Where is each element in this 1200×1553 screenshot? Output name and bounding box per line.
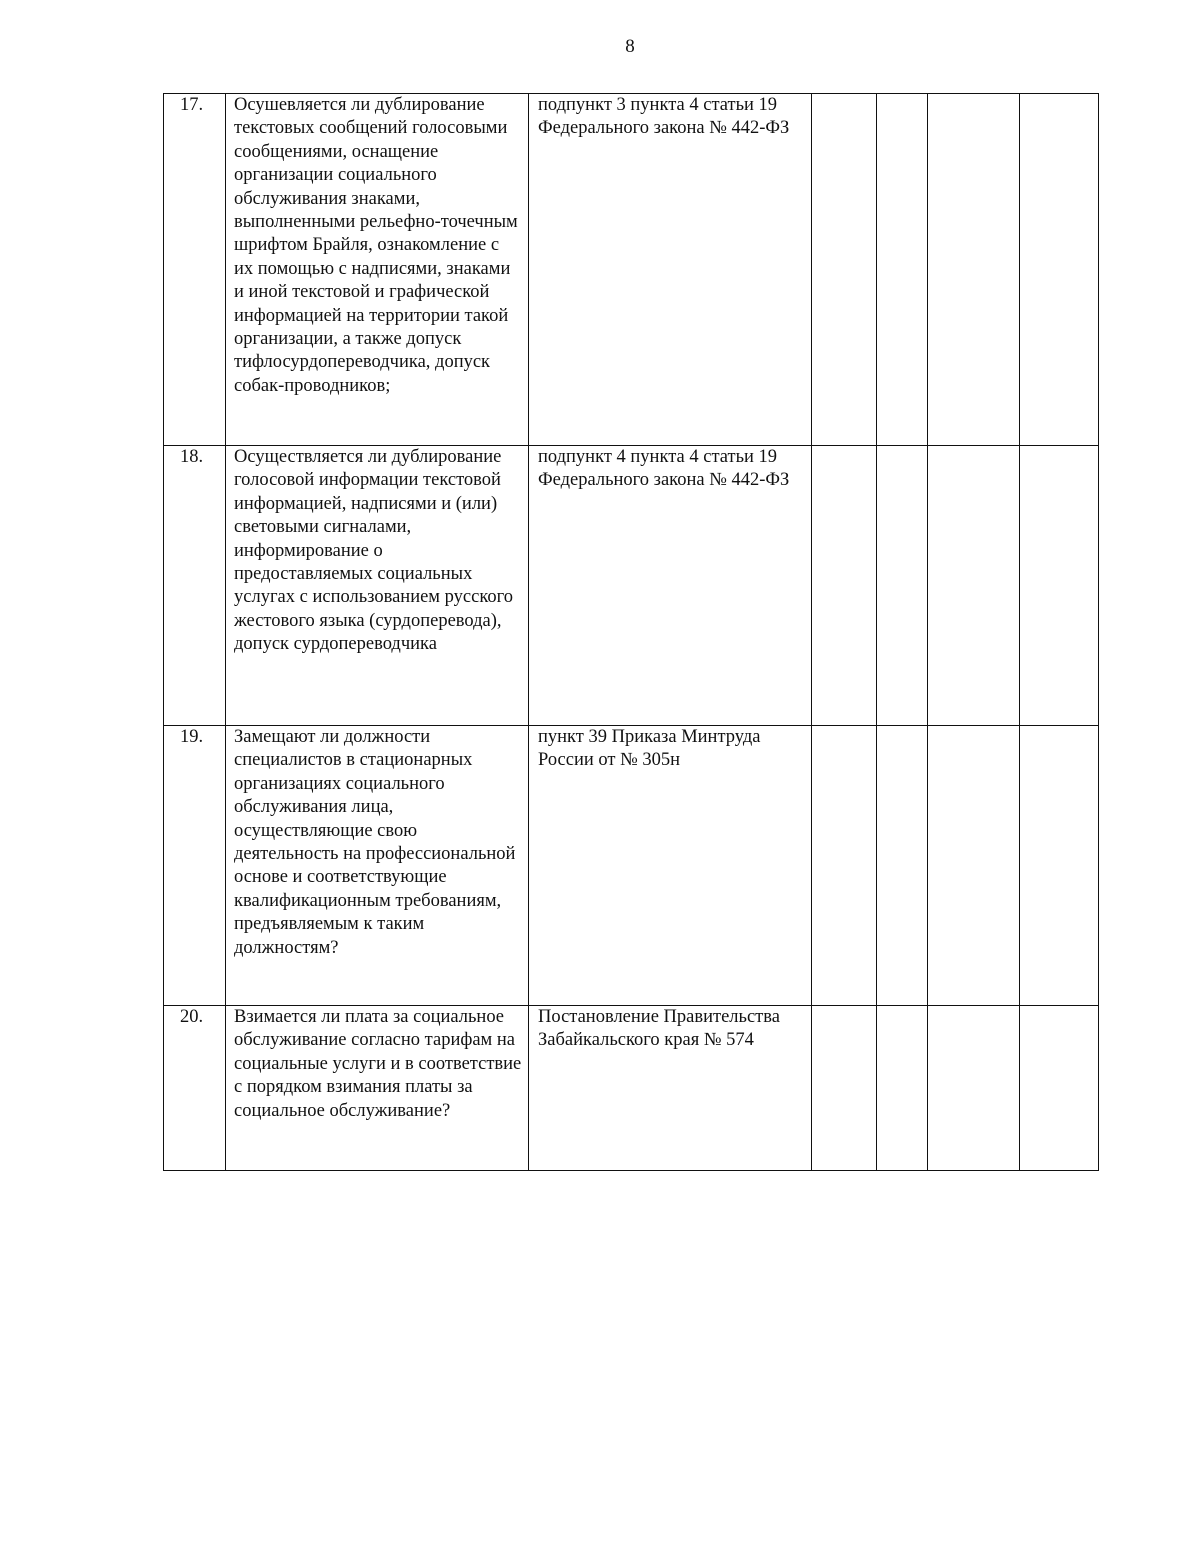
table-row bbox=[164, 446, 1099, 726]
answer-cell-na bbox=[928, 446, 1020, 726]
legal-basis-cell bbox=[529, 446, 812, 726]
answer-cell-no bbox=[877, 1006, 928, 1171]
table-row bbox=[164, 94, 1099, 446]
row-number-cell bbox=[164, 94, 226, 446]
question-text: Осушевляется ли дублирование текстовых сообщений голосовыми сообщениями, оснащение организации социального обслуживания знаками, выполненными рельефно-точечным шрифтом Брайля, ознакомление с их помощью с надписями, знаками и иной текстовой и графической информацией на территории такой организации, а также допуск тифлосурдопереводчика, допуск собак-проводников; bbox=[234, 95, 518, 396]
question-cell bbox=[226, 1006, 529, 1171]
notes-cell bbox=[1020, 726, 1099, 1006]
legal-basis-text: Постановление Правительства Забайкальского края № 574 bbox=[538, 1007, 780, 1051]
row-number: 18. bbox=[179, 447, 204, 467]
question-text: Взимается ли плата за социальное обслуживание согласно тарифам на социальные услуги и в соответствие с порядком взимания платы за социальное обслуживание? bbox=[234, 1007, 522, 1121]
question-cell bbox=[226, 446, 529, 726]
row-number-cell bbox=[164, 446, 226, 726]
row-number: 19. bbox=[179, 727, 204, 747]
legal-basis-text: пункт 39 Приказа Минтруда России от № 305н bbox=[538, 727, 761, 771]
table-row bbox=[164, 1006, 1099, 1171]
checklist-table bbox=[163, 93, 1099, 1171]
answer-cell-na bbox=[928, 1006, 1020, 1171]
legal-basis-text: подпункт 3 пункта 4 статьи 19 Федерального закона № 442-ФЗ bbox=[538, 95, 790, 139]
notes-cell bbox=[1020, 1006, 1099, 1171]
notes-cell bbox=[1020, 446, 1099, 726]
legal-basis-cell bbox=[529, 1006, 812, 1171]
answer-cell-na bbox=[928, 726, 1020, 1006]
page-number: 8 bbox=[625, 36, 635, 57]
row-number-cell bbox=[164, 726, 226, 1006]
answer-cell-yes bbox=[812, 726, 877, 1006]
question-text: Осуществляется ли дублирование голосовой информации текстовой информацией, надписями и (или) световыми сигналами, информирование о предоставляемых социальных услугах с использованием русского жестового языка (сурдоперевода), допуск сурдопереводчика bbox=[234, 447, 513, 655]
answer-cell-yes bbox=[812, 446, 877, 726]
row-number: 20. bbox=[179, 1007, 204, 1027]
question-text: Замещают ли должности специалистов в стационарных организациях социального обслуживания лица, осуществляющие свою деятельность на профессиональной основе и соответствующие квалификационным требованиям, предъявляемым к таким должностям? bbox=[234, 727, 516, 958]
row-number-cell bbox=[164, 1006, 226, 1171]
notes-cell bbox=[1020, 94, 1099, 446]
answer-cell-no bbox=[877, 446, 928, 726]
table-row bbox=[164, 726, 1099, 1006]
answer-cell-no bbox=[877, 94, 928, 446]
answer-cell-na bbox=[928, 94, 1020, 446]
answer-cell-no bbox=[877, 726, 928, 1006]
row-number: 17. bbox=[179, 95, 204, 115]
question-cell bbox=[226, 726, 529, 1006]
legal-basis-cell bbox=[529, 94, 812, 446]
legal-basis-text: подпункт 4 пункта 4 статьи 19 Федерального закона № 442-ФЗ bbox=[538, 447, 790, 491]
answer-cell-yes bbox=[812, 1006, 877, 1171]
answer-cell-yes bbox=[812, 94, 877, 446]
legal-basis-cell bbox=[529, 726, 812, 1006]
question-cell bbox=[226, 94, 529, 446]
